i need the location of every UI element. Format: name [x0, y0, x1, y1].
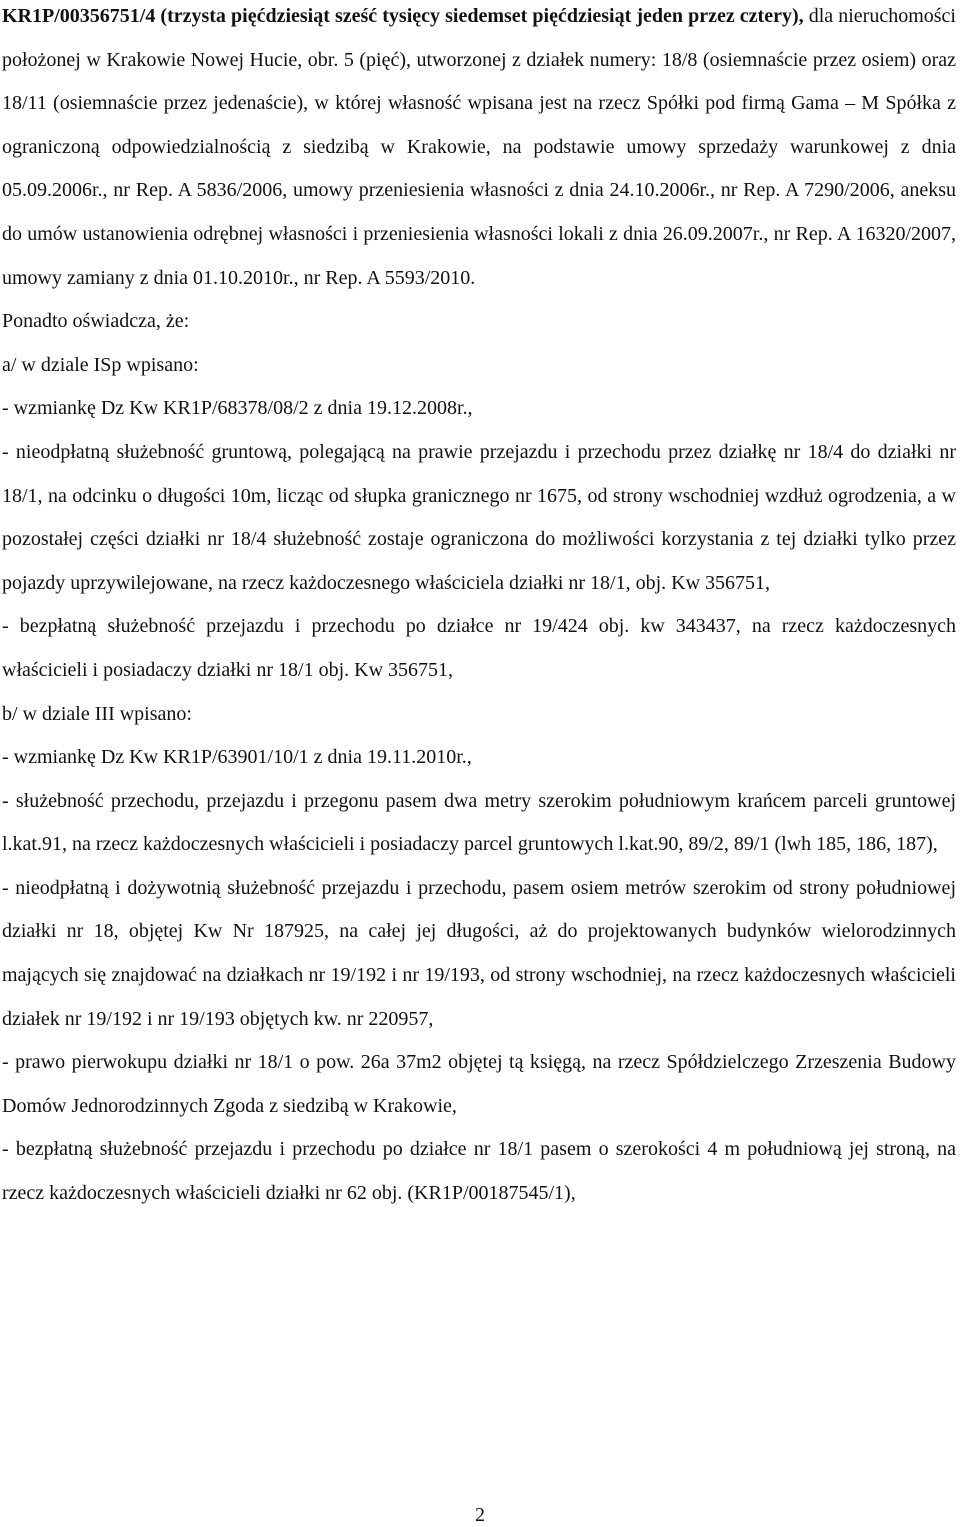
section-a-item: - nieodpłatną służebność gruntową, polegającą na prawie przejazdu i przechodu przez działkę nr 18/4 do działki nr 18/1, na odcinku o długości 10m, licząc od słupka granicznego nr 1675, od strony wschodniej wzdłuż ogrodzenia, a w pozostałej części działki nr 18/4 służebność zostaje ograniczona do możliwości korzystania z tej działki tylko przez pojazdy uprzywilejowane, na rzecz każdoczesnego właściciela działki nr 18/1, obj. Kw 356751, [2, 440, 956, 594]
section-b-item: - wzmiankę Dz Kw KR1P/63901/10/1 z dnia 19.11.2010r., [2, 746, 472, 769]
section-a-item: - wzmiankę Dz Kw KR1P/68378/08/2 z dnia 19.12.2008r., [2, 397, 473, 420]
document-body [2, 0, 956, 1216]
section-b-item: - bezpłatną służebność przejazdu i przechodu po działce nr 18/1 pasem o szerokości 4 m południową jej stroną, na rzecz każdoczesnych właścicieli działki nr 62 obj. (KR1P/00187545/1), [2, 1138, 956, 1205]
section-a-item: - bezpłatną służebność przejazdu i przechodu po działce nr 19/424 obj. kw 343437, na rzecz każdoczesnych właścicieli i posiadaczy działki nr 18/1 obj. Kw 356751, [2, 615, 956, 681]
section-a-heading: a/ w dziale ISp wpisano: [2, 353, 199, 376]
section-b-item: - prawo pierwokupu działki nr 18/1 o pow. 26a 37m2 objętej tą księgą, na rzecz Spółdzielczego Zrzeszenia Budowy Domów Jednorodzinnych Zgoda z siedzibą w Krakowie, [2, 1051, 956, 1117]
land-register-number: KR1P/00356751/4 (trzysta pięćdziesiąt sześć tysięcy siedemset pięćdziesiąt jeden przez cztery), [2, 5, 804, 27]
section-b-item: - służebność przechodu, przejazdu i przegonu pasem dwa metry szerokim południowym krańcem parceli gruntowej l.kat.91, na rzecz każdoczesnych właścicieli i posiadaczy parcel gruntowych l.kat.90, 89/2, 89/1 (lwh 185, 186, 187), [2, 789, 956, 856]
intro-paragraph [2, 0, 956, 300]
page-number: 2 [475, 1504, 485, 1526]
declaration-line: Ponadto oświadcza, że: [2, 310, 190, 333]
intro-text: dla nieruchomości położonej w Krakowie Nowej Hucie, obr. 5 (pięć), utworzonej z działek numery: 18/8 (osiemnaście przez osiem) oraz 18/11 (osiemnaście przez jedenaście), w której własność wpisana jest na rzecz Spółki pod firmą Gama – M Spółka z ograniczoną odpowiedzialnością z siedzibą w Krakowie, na podstawie umowy sprzedaży warunkowej z dnia 05.09.2006r., nr Rep. A 5836/2006, umowy przeniesienia własności z dnia 24.10.2006r., nr Rep. A 7290/2006, aneksu do umów ustanowienia odrębnej własności i przeniesienia własności lokali z dnia 26.09.2007r., nr Rep. A 16320/2007, umowy zamiany z dnia 01.10.2010r., nr Rep. A 5593/2010. [2, 5, 956, 289]
section-b-item: - nieodpłatną i dożywotnią służebność przejazdu i przechodu, pasem osiem metrów szerokim od strony południowej działki nr 18, objętej Kw Nr 187925, na całej jej długości, aż do projektowanych budynków wielorodzinnych mających się znajdować na działkach nr 19/192 i nr 19/193, od strony wschodniej, na rzecz każdoczesnych właścicieli działek nr 19/192 i nr 19/193 objętych kw. nr 220957, [2, 876, 956, 1030]
section-b-heading: b/ w dziale III wpisano: [2, 702, 192, 725]
